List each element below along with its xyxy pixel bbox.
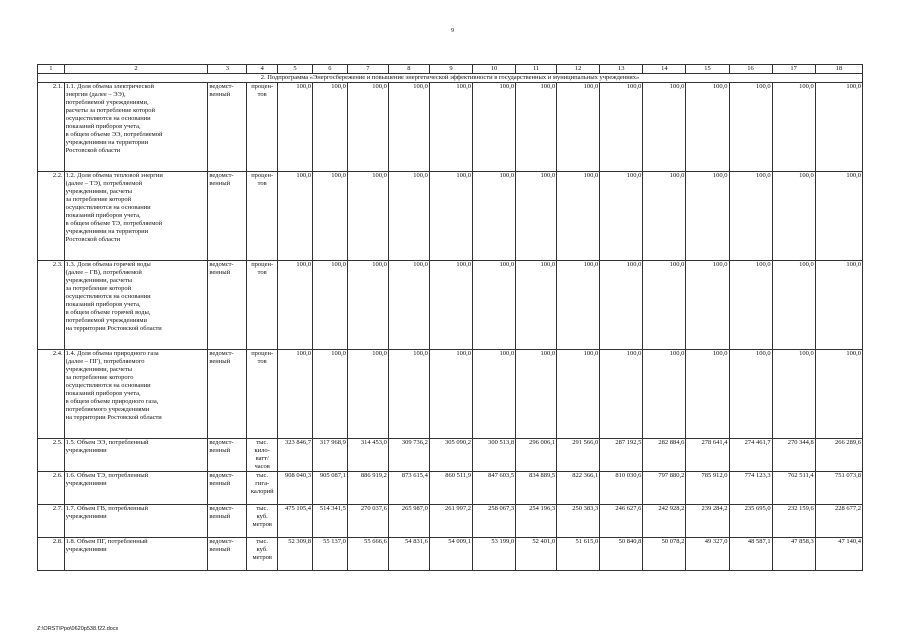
value-cell: 100,0 bbox=[729, 261, 772, 350]
value-cell: 100,0 bbox=[278, 83, 313, 172]
indicator-name-line: 1.1. Доля объема электрической bbox=[65, 83, 155, 90]
value-cell: 100,0 bbox=[473, 350, 516, 439]
row-number: 2.1. bbox=[38, 83, 65, 172]
indicator-type bbox=[208, 505, 247, 538]
indicator-name-line: в общем объеме ЭЭ, потребляемой bbox=[65, 131, 163, 138]
indicator-name-line: за потребление которого bbox=[65, 374, 134, 381]
value-cell: 270 037,6 bbox=[347, 505, 388, 538]
column-number: 17 bbox=[772, 65, 815, 74]
value-cell: 100,0 bbox=[312, 261, 347, 350]
indicator-name-line: учреждениями bbox=[65, 480, 107, 487]
value-cell: 261 997,2 bbox=[429, 505, 472, 538]
row-number: 2.4. bbox=[38, 350, 65, 439]
unit-of-measure bbox=[247, 172, 278, 261]
unit-of-measure bbox=[247, 538, 278, 571]
column-number: 18 bbox=[815, 65, 862, 74]
row-number: 2.3. bbox=[38, 261, 65, 350]
unit-of-measure-line: тыс. bbox=[256, 472, 269, 479]
indicator-name bbox=[64, 538, 208, 571]
indicator-name-line: показаний приборов учета, bbox=[65, 390, 141, 397]
value-cell: 266 289,6 bbox=[815, 439, 862, 472]
value-cell: 751 073,8 bbox=[815, 472, 862, 505]
column-number: 8 bbox=[388, 65, 429, 74]
value-cell: 873 615,4 bbox=[388, 472, 429, 505]
indicator-type-line: ведомст- bbox=[209, 83, 234, 90]
unit-of-measure bbox=[247, 472, 278, 505]
row-number: 2.7. bbox=[38, 505, 65, 538]
indicator-name bbox=[64, 472, 208, 505]
value-cell: 50 840,8 bbox=[600, 538, 643, 571]
value-cell: 246 627,6 bbox=[600, 505, 643, 538]
indicator-type-line: венный bbox=[209, 513, 231, 520]
unit-of-measure-line: куб. bbox=[256, 513, 268, 520]
value-cell: 822 366,1 bbox=[557, 472, 600, 505]
value-cell: 323 846,7 bbox=[278, 439, 313, 472]
value-cell: 100,0 bbox=[643, 350, 686, 439]
value-cell: 100,0 bbox=[772, 172, 815, 261]
value-cell: 100,0 bbox=[686, 261, 729, 350]
indicator-type-line: ведомст- bbox=[209, 261, 234, 268]
unit-of-measure-line: тов bbox=[257, 91, 267, 98]
indicator-type bbox=[208, 439, 247, 472]
indicator-name-line: за потребление которой bbox=[65, 285, 132, 292]
indicator-name-line: учреждениями bbox=[65, 513, 107, 520]
value-cell: 100,0 bbox=[388, 261, 429, 350]
value-cell: 475 105,4 bbox=[278, 505, 313, 538]
value-cell: 242 928,2 bbox=[643, 505, 686, 538]
value-cell: 100,0 bbox=[815, 350, 862, 439]
value-cell: 51 615,0 bbox=[557, 538, 600, 571]
value-cell: 100,0 bbox=[729, 172, 772, 261]
row-number: 2.8. bbox=[38, 538, 65, 571]
value-cell: 100,0 bbox=[516, 83, 557, 172]
value-cell: 270 344,8 bbox=[772, 439, 815, 472]
column-number: 1 bbox=[38, 65, 65, 74]
value-cell: 50 078,2 bbox=[643, 538, 686, 571]
column-number: 5 bbox=[278, 65, 313, 74]
value-cell: 47 140,4 bbox=[815, 538, 862, 571]
value-cell: 514 341,5 bbox=[312, 505, 347, 538]
indicator-name bbox=[64, 172, 208, 261]
indicator-name-line: 1.7. Объем ГВ, потребленный bbox=[65, 505, 148, 512]
value-cell: 100,0 bbox=[312, 172, 347, 261]
value-cell: 54 009,1 bbox=[429, 538, 472, 571]
value-cell: 860 511,9 bbox=[429, 472, 472, 505]
value-cell: 52 309,8 bbox=[278, 538, 313, 571]
value-cell: 100,0 bbox=[429, 172, 472, 261]
indicator-name-line: на территории Ростовской области bbox=[65, 414, 162, 421]
indicator-type bbox=[208, 261, 247, 350]
indicator-name-line: показаний приборов учета, bbox=[65, 301, 141, 308]
row-number: 2.5. bbox=[38, 439, 65, 472]
indicator-name-line: 1.5. Объем ЭЭ, потребленный bbox=[65, 439, 149, 446]
indicator-type bbox=[208, 83, 247, 172]
value-cell: 100,0 bbox=[278, 350, 313, 439]
value-cell: 810 030,6 bbox=[600, 472, 643, 505]
table-row bbox=[38, 472, 863, 505]
indicator-name-line: осуществляются на основании bbox=[65, 115, 151, 122]
unit-of-measure-line: процен- bbox=[251, 83, 274, 90]
value-cell: 100,0 bbox=[429, 350, 472, 439]
page-number: 9 bbox=[451, 28, 454, 34]
indicator-type-line: венный bbox=[209, 447, 231, 454]
value-cell: 100,0 bbox=[516, 172, 557, 261]
value-cell: 100,0 bbox=[516, 350, 557, 439]
value-cell: 228 677,2 bbox=[815, 505, 862, 538]
indicator-type-line: венный bbox=[209, 480, 231, 487]
unit-of-measure-line: ватт/ bbox=[255, 455, 269, 462]
indicator-name-line: учреждениями bbox=[65, 546, 107, 553]
indicator-name-line: 1.3. Доля объема горячей воды bbox=[65, 261, 151, 268]
value-cell: 49 327,0 bbox=[686, 538, 729, 571]
indicator-name-line: учреждениями на территории bbox=[65, 139, 149, 146]
indicator-name-line: 1.8. Объем ПГ, потребленный bbox=[65, 538, 148, 545]
column-number: 13 bbox=[600, 65, 643, 74]
unit-of-measure bbox=[247, 350, 278, 439]
unit-of-measure-line: тов bbox=[257, 358, 267, 365]
value-cell: 239 284,2 bbox=[686, 505, 729, 538]
value-cell: 100,0 bbox=[473, 261, 516, 350]
indicator-type-line: ведомст- bbox=[209, 472, 234, 479]
value-cell: 886 919,2 bbox=[347, 472, 388, 505]
value-cell: 100,0 bbox=[347, 350, 388, 439]
column-number: 3 bbox=[208, 65, 247, 74]
value-cell: 314 453,0 bbox=[347, 439, 388, 472]
value-cell: 100,0 bbox=[600, 350, 643, 439]
indicator-name-line: учреждениями на территории bbox=[65, 228, 149, 235]
indicator-type-line: ведомст- bbox=[209, 538, 234, 545]
value-cell: 762 511,4 bbox=[772, 472, 815, 505]
unit-of-measure-line: метров bbox=[252, 554, 272, 561]
value-cell: 100,0 bbox=[686, 172, 729, 261]
indicator-name-line: потребляемой учреждениями bbox=[65, 317, 147, 324]
value-cell: 258 067,3 bbox=[473, 505, 516, 538]
column-number: 14 bbox=[643, 65, 686, 74]
indicator-name-line: учреждениями, расчеты bbox=[65, 188, 133, 195]
indicator-name-line: 1.2. Доля объема тепловой энергии bbox=[65, 172, 163, 179]
subprogram-row bbox=[38, 74, 863, 83]
indicator-type bbox=[208, 538, 247, 571]
value-cell: 235 695,0 bbox=[729, 505, 772, 538]
unit-of-measure-line: тыс. bbox=[256, 439, 269, 446]
value-cell: 797 880,2 bbox=[643, 472, 686, 505]
unit-of-measure-line: часов bbox=[254, 463, 270, 470]
value-cell: 100,0 bbox=[686, 350, 729, 439]
indicator-name-line: за потребление которой bbox=[65, 196, 132, 203]
indicator-type-line: венный bbox=[209, 358, 231, 365]
value-cell: 55 137,0 bbox=[312, 538, 347, 571]
indicator-type bbox=[208, 172, 247, 261]
value-cell: 100,0 bbox=[278, 172, 313, 261]
indicator-type bbox=[208, 472, 247, 505]
indicator-type-line: венный bbox=[209, 269, 231, 276]
table-row bbox=[38, 83, 863, 172]
indicator-name-line: осуществляются на основании bbox=[65, 293, 151, 300]
table-row bbox=[38, 172, 863, 261]
indicator-name-line: потребляемой учреждениями, bbox=[65, 99, 149, 106]
value-cell: 100,0 bbox=[643, 172, 686, 261]
indicator-type-line: венный bbox=[209, 546, 231, 553]
value-cell: 254 196,3 bbox=[516, 505, 557, 538]
indicator-name-line: (далее – ГВ), потребляемой bbox=[65, 269, 142, 276]
value-cell: 847 603,5 bbox=[473, 472, 516, 505]
value-cell: 282 884,6 bbox=[643, 439, 686, 472]
indicator-type bbox=[208, 350, 247, 439]
indicator-name-line: осуществляются на основании bbox=[65, 204, 151, 211]
value-cell: 100,0 bbox=[600, 83, 643, 172]
value-cell: 100,0 bbox=[772, 83, 815, 172]
unit-of-measure-line: кило- bbox=[254, 447, 270, 454]
value-cell: 54 831,6 bbox=[388, 538, 429, 571]
value-cell: 100,0 bbox=[347, 261, 388, 350]
value-cell: 100,0 bbox=[347, 172, 388, 261]
indicator-name-line: расчеты за потребление которой bbox=[65, 107, 156, 114]
column-number: 12 bbox=[557, 65, 600, 74]
value-cell: 100,0 bbox=[388, 83, 429, 172]
indicator-type-line: ведомст- bbox=[209, 439, 234, 446]
value-cell: 317 968,9 bbox=[312, 439, 347, 472]
table-row bbox=[38, 261, 863, 350]
indicator-name bbox=[64, 261, 208, 350]
indicator-name-line: учреждениями, расчеты bbox=[65, 277, 133, 284]
indicator-name-line: в общем объеме природного газа, bbox=[65, 398, 159, 405]
value-cell: 274 461,7 bbox=[729, 439, 772, 472]
value-cell: 100,0 bbox=[557, 83, 600, 172]
value-cell: 100,0 bbox=[686, 83, 729, 172]
value-cell: 100,0 bbox=[600, 261, 643, 350]
value-cell: 785 912,0 bbox=[686, 472, 729, 505]
value-cell: 232 159,6 bbox=[772, 505, 815, 538]
value-cell: 300 513,8 bbox=[473, 439, 516, 472]
indicator-name-line: на территории Ростовской области bbox=[65, 325, 162, 332]
value-cell: 55 666,6 bbox=[347, 538, 388, 571]
unit-of-measure bbox=[247, 83, 278, 172]
unit-of-measure bbox=[247, 261, 278, 350]
value-cell: 100,0 bbox=[815, 172, 862, 261]
column-number: 4 bbox=[247, 65, 278, 74]
unit-of-measure-line: процен- bbox=[251, 261, 274, 268]
value-cell: 100,0 bbox=[643, 83, 686, 172]
table-row bbox=[38, 350, 863, 439]
value-cell: 296 006,1 bbox=[516, 439, 557, 472]
unit-of-measure-line: тов bbox=[257, 269, 267, 276]
column-number: 10 bbox=[473, 65, 516, 74]
footer-file-path: Z:\ORST\Ppo\0620p538.f22.docx bbox=[37, 626, 119, 632]
indicator-name-line: учреждениями, расчеты bbox=[65, 366, 133, 373]
unit-of-measure bbox=[247, 439, 278, 472]
table-row bbox=[38, 439, 863, 472]
indicator-name-line: 1.6. Объем ТЭ, потребленный bbox=[65, 472, 149, 479]
unit-of-measure bbox=[247, 505, 278, 538]
value-cell: 100,0 bbox=[429, 261, 472, 350]
value-cell: 278 641,4 bbox=[686, 439, 729, 472]
value-cell: 309 736,2 bbox=[388, 439, 429, 472]
indicator-name-line: показаний приборов учета, bbox=[65, 212, 141, 219]
column-number: 15 bbox=[686, 65, 729, 74]
value-cell: 100,0 bbox=[312, 350, 347, 439]
subprogram-title: 2. Подпрограмма «Энергосбережение и повышение энергетической эффективности в государственных и муниципальных учреждениях» bbox=[38, 74, 863, 83]
indicator-name-line: энергии (далее – ЭЭ), bbox=[65, 91, 126, 98]
value-cell: 100,0 bbox=[312, 83, 347, 172]
column-number: 7 bbox=[347, 65, 388, 74]
value-cell: 905 087,1 bbox=[312, 472, 347, 505]
row-number: 2.6. bbox=[38, 472, 65, 505]
unit-of-measure-line: гига- bbox=[255, 480, 270, 487]
value-cell: 100,0 bbox=[278, 261, 313, 350]
value-cell: 53 199,0 bbox=[473, 538, 516, 571]
column-number: 11 bbox=[516, 65, 557, 74]
indicator-name bbox=[64, 439, 208, 472]
row-number: 2.2. bbox=[38, 172, 65, 261]
indicator-name bbox=[64, 505, 208, 538]
unit-of-measure-line: процен- bbox=[251, 172, 274, 179]
table-row bbox=[38, 538, 863, 571]
indicators-table bbox=[37, 64, 863, 571]
unit-of-measure-line: тов bbox=[257, 180, 267, 187]
value-cell: 100,0 bbox=[516, 261, 557, 350]
indicator-name-line: в общем объеме ТЭ, потребляемой bbox=[65, 220, 163, 227]
value-cell: 100,0 bbox=[815, 261, 862, 350]
unit-of-measure-line: процен- bbox=[251, 350, 274, 357]
column-number: 2 bbox=[64, 65, 208, 74]
value-cell: 100,0 bbox=[429, 83, 472, 172]
value-cell: 100,0 bbox=[557, 350, 600, 439]
indicator-name-line: осуществляются на основании bbox=[65, 382, 151, 389]
indicator-type-line: ведомст- bbox=[209, 505, 234, 512]
indicator-type-line: венный bbox=[209, 180, 231, 187]
value-cell: 100,0 bbox=[600, 172, 643, 261]
unit-of-measure-line: тыс. bbox=[256, 538, 269, 545]
indicator-name-line: Ростовской области bbox=[65, 236, 121, 243]
value-cell: 100,0 bbox=[643, 261, 686, 350]
indicator-type-line: венный bbox=[209, 91, 231, 98]
value-cell: 100,0 bbox=[388, 172, 429, 261]
column-number-row bbox=[38, 65, 863, 74]
value-cell: 100,0 bbox=[557, 172, 600, 261]
indicator-name-line: (далее – ПГ), потребляемого bbox=[65, 358, 145, 365]
value-cell: 100,0 bbox=[729, 350, 772, 439]
indicator-name-line: показаний приборов учета, bbox=[65, 123, 141, 130]
value-cell: 100,0 bbox=[772, 261, 815, 350]
unit-of-measure-line: метров bbox=[252, 521, 272, 528]
table-row bbox=[38, 505, 863, 538]
indicator-name-line: потребляемого учреждениями bbox=[65, 406, 150, 413]
value-cell: 100,0 bbox=[772, 350, 815, 439]
value-cell: 48 587,1 bbox=[729, 538, 772, 571]
column-number: 6 bbox=[312, 65, 347, 74]
indicator-name-line: в общем объеме горячей воды, bbox=[65, 309, 151, 316]
unit-of-measure-line: куб. bbox=[256, 546, 268, 553]
value-cell: 291 566,0 bbox=[557, 439, 600, 472]
indicator-type-line: ведомст- bbox=[209, 350, 234, 357]
value-cell: 100,0 bbox=[815, 83, 862, 172]
value-cell: 100,0 bbox=[729, 83, 772, 172]
value-cell: 287 192,5 bbox=[600, 439, 643, 472]
value-cell: 774 123,3 bbox=[729, 472, 772, 505]
indicator-name-line: (далее – ТЭ), потребляемой bbox=[65, 180, 143, 187]
value-cell: 834 889,5 bbox=[516, 472, 557, 505]
value-cell: 305 090,2 bbox=[429, 439, 472, 472]
value-cell: 100,0 bbox=[473, 172, 516, 261]
indicator-name-line: учреждениями bbox=[65, 447, 107, 454]
value-cell: 100,0 bbox=[347, 83, 388, 172]
unit-of-measure-line: калорий bbox=[250, 488, 274, 495]
value-cell: 100,0 bbox=[388, 350, 429, 439]
value-cell: 52 401,0 bbox=[516, 538, 557, 571]
indicator-name-line: 1.4. Доля объема природного газа bbox=[65, 350, 159, 357]
column-number: 16 bbox=[729, 65, 772, 74]
column-number: 9 bbox=[429, 65, 472, 74]
value-cell: 47 858,3 bbox=[772, 538, 815, 571]
value-cell: 100,0 bbox=[473, 83, 516, 172]
value-cell: 265 987,0 bbox=[388, 505, 429, 538]
indicator-name bbox=[64, 350, 208, 439]
unit-of-measure-line: тыс. bbox=[256, 505, 269, 512]
value-cell: 250 383,3 bbox=[557, 505, 600, 538]
indicator-name-line: Ростовской области bbox=[65, 147, 121, 154]
value-cell: 908 040,3 bbox=[278, 472, 313, 505]
value-cell: 100,0 bbox=[557, 261, 600, 350]
indicator-type-line: ведомст- bbox=[209, 172, 234, 179]
indicator-name bbox=[64, 83, 208, 172]
